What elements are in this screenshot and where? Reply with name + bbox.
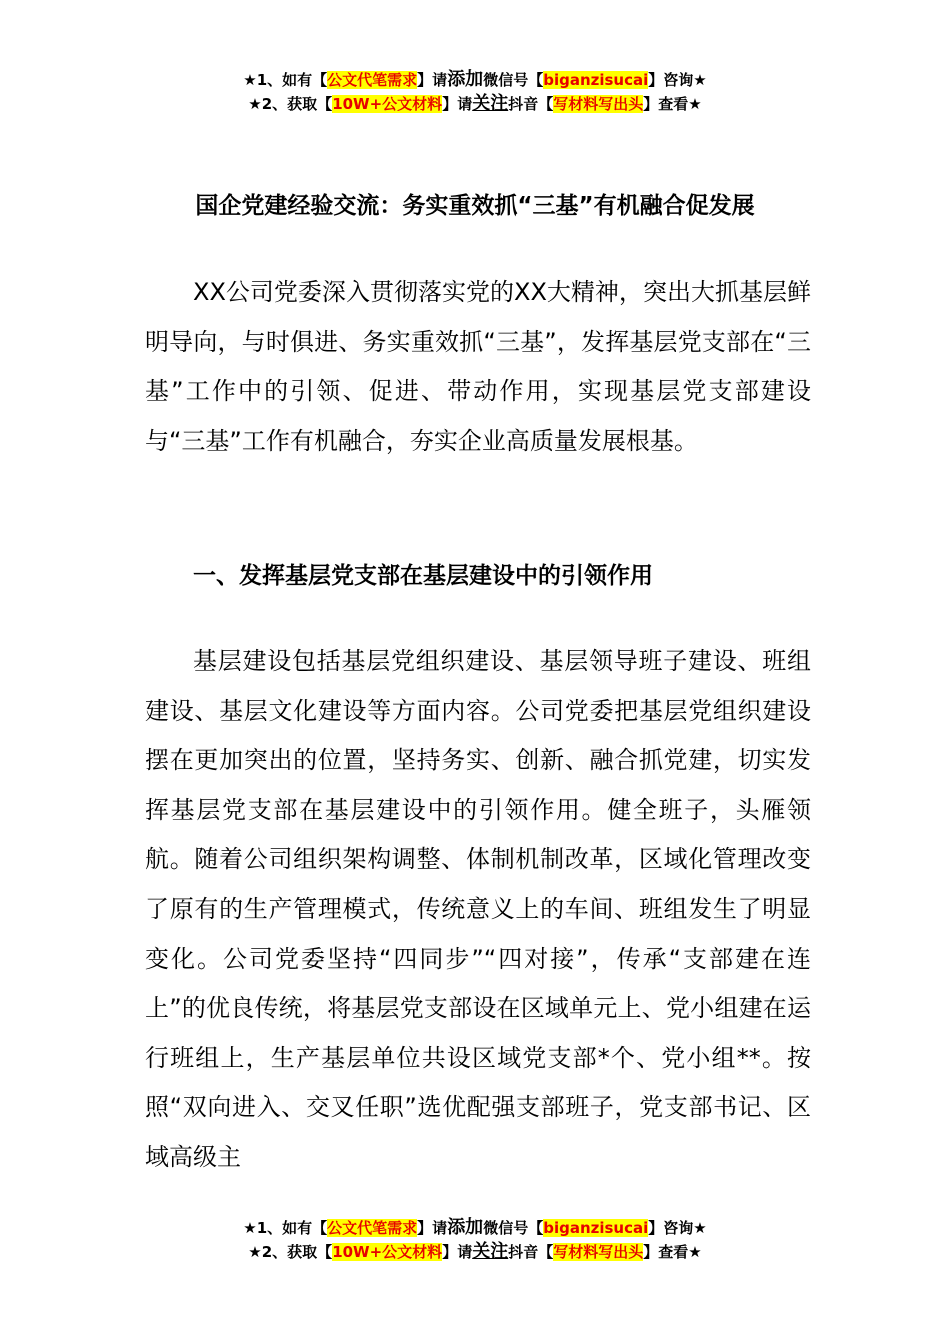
banner-text: ★2、获取【 <box>248 95 333 113</box>
intro-paragraph: XX公司党委深入贯彻落实党的XX大精神，突出大抓基层鲜明导向，与时俱进、务实重效抓“三基”，发挥基层党支部在“三基”工作中的引领、促进、带动作用，实现基层党支部建设与“三基”工作有机融合，夯实企业高质量发展根基。 <box>145 278 811 455</box>
banner-text: 】请 <box>442 95 473 113</box>
banner-text: 】查看★ <box>643 95 702 113</box>
footer-banner <box>0 1216 950 1264</box>
banner-emphasis: 添加 <box>447 1217 484 1238</box>
highlight-service: 公文代笔需求 <box>327 1219 418 1237</box>
highlight-materials: 10W+公文材料 <box>332 95 443 113</box>
banner-text: 】咨询★ <box>648 71 707 89</box>
header-banner <box>0 68 950 116</box>
banner-text: 】查看★ <box>643 1243 702 1261</box>
banner-text: 】咨询★ <box>648 1219 707 1237</box>
highlight-douyin: 写材料写出头 <box>553 95 644 113</box>
banner-underline: 关注 <box>472 1241 509 1262</box>
banner-text: 微信号【 <box>483 1219 544 1237</box>
banner-underline: 关注 <box>472 93 509 114</box>
highlight-douyin: 写材料写出头 <box>553 1243 644 1261</box>
banner-text: 抖音【 <box>508 95 554 113</box>
banner-text: ★1、如有【 <box>243 71 328 89</box>
banner-text: 抖音【 <box>508 1243 554 1261</box>
banner-text: 】请 <box>417 71 448 89</box>
highlight-wechat-id: biganzisucai <box>543 1219 649 1237</box>
highlight-service: 公文代笔需求 <box>327 71 418 89</box>
banner-emphasis: 添加 <box>447 69 484 90</box>
body-paragraph: 基层建设包括基层党组织建设、基层领导班子建设、班组建设、基层文化建设等方面内容。公司党委把基层党组织建设摆在更加突出的位置，坚持务实、创新、融合抓党建，切实发挥基层党支部在基层建设中的引领作用。健全班子，头雁领航。随着公司组织架构调整、体制机制改革，区域化管理改变了原有的生产管理模式，传统意义上的车间、班组发生了明显变化。公司党委坚持“四同步”“四对接”，传承“支部建在连上”的优良传统，将基层党支部设在区域单元上、党小组建在运行班组上，生产基层单位共设区域党支部*个、党小组**。按照“双向进入、交叉任职”选优配强支部班子，党支部书记、区域高级主 <box>145 647 811 1171</box>
banner-text: 微信号【 <box>483 71 544 89</box>
banner-text: ★2、获取【 <box>248 1243 333 1261</box>
banner-text: 】请 <box>417 1219 448 1237</box>
banner-text: ★1、如有【 <box>243 1219 328 1237</box>
banner-line-2 <box>0 92 950 116</box>
banner-text: 】请 <box>442 1243 473 1261</box>
highlight-materials: 10W+公文材料 <box>332 1243 443 1261</box>
banner-line-1 <box>0 1216 950 1240</box>
banner-line-1 <box>0 68 950 92</box>
banner-line-2 <box>0 1240 950 1264</box>
document-title: 国企党建经验交流：务实重效抓“三基”有机融合促发展 <box>195 193 755 219</box>
section-heading: 一、发挥基层党支部在基层建设中的引领作用 <box>193 563 653 589</box>
highlight-wechat-id: biganzisucai <box>543 71 649 89</box>
